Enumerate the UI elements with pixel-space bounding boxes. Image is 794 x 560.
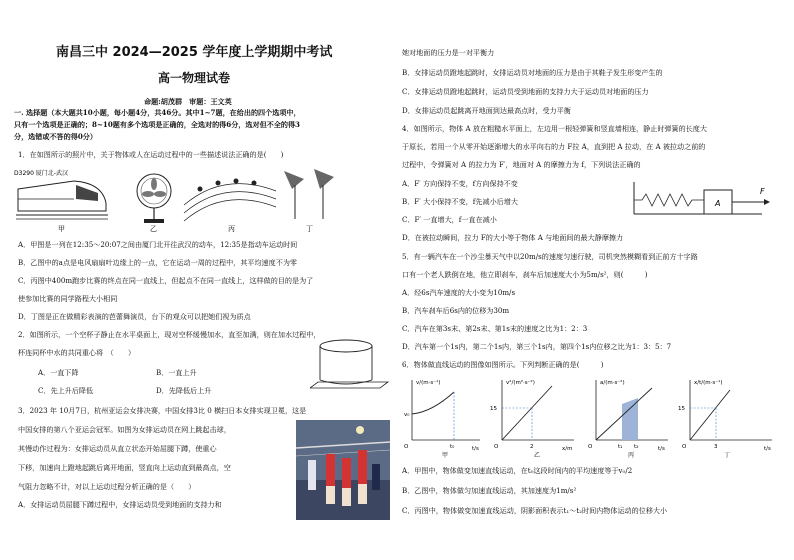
graph-yi-ylabel: v²/(m²·s⁻²) <box>506 380 535 386</box>
graph-bing-t2: t₂ <box>634 444 639 450</box>
q4-line-2: 于原长，若用一个从零开始逐渐增大的水平向右的力 F拉 A，直到把 A 拉动，在 A 被拉动之前的 <box>402 142 706 151</box>
train-label: D3290 厦门北-武汉 <box>14 170 68 177</box>
q4-line-3: 过程中，令弹簧对 A 的拉力为 F′，地面对 A 的摩擦力为 f，下列说法正确的 <box>402 160 641 169</box>
graph-yi-xlabel: x/m <box>562 446 573 452</box>
section-heading-3: 分，选错或不答的得0分） <box>14 132 97 141</box>
graph-ding-3: 3 <box>714 444 718 450</box>
q1-option-d: D．丁图是正在做精彩表演的芭蕾舞演员，台下的观众可以把她们视为质点 <box>18 312 251 321</box>
exam-subtitle: 高一物理试卷 <box>158 71 231 85</box>
q6-option-a: A．甲图中，物体做变加速直线运动，在t₀这段时间内的平均速度等于v₀/2 <box>402 466 633 475</box>
graph-yi-15: 15 <box>490 406 497 412</box>
svg-text:O: O <box>682 444 687 450</box>
q3-line-4: 下移，加速向上蹬地起跳后离开地面，竖直向上运动直到最高点，空 <box>18 463 231 472</box>
graph-bing <box>588 379 668 458</box>
q1-option-c-cont: 使参加比赛的同学路程大小相同 <box>18 294 118 303</box>
q4-option-c: C．F′ 一直增大，f一直在减小 <box>402 215 497 224</box>
q5-option-a: A．经6s汽车速度的大小变为10m/s <box>402 288 516 297</box>
q3-line-3: 其慢动作过程为：女排运动员从直立状态开始屈腿下蹲，使重心 <box>18 444 217 453</box>
q2-option-d: D．先降低后上升 <box>156 386 212 395</box>
q1-stem: 1．在如图所示的照片中，关于物体或人在运动过程中的一些描述说法正确的是( ) <box>18 150 284 159</box>
q4-option-d: D．在被拉动瞬间，拉力 F的大小等于物体 A 与地面间的最大静摩擦力 <box>402 233 624 242</box>
svg-text:O: O <box>404 444 409 450</box>
q1-option-a: A．甲图是一列在12:35～20:07之间由厦门北开往武汉的动车，12:35是指动车运动时间 <box>18 240 298 249</box>
q2-option-c: C．先上升后降低 <box>38 386 94 395</box>
authors: 命题:胡茂群 审题：王文英 <box>144 97 232 106</box>
q5-option-d: D．汽车第一个1s内，第二个1s内，第三个1s内，第四个1s内位移之比为1：3：5：7 <box>402 342 672 351</box>
q3-line-5: 气阻力忽略不计，对以上运动过程分析正确的是（ ） <box>18 482 196 491</box>
ballet-image <box>284 169 334 219</box>
q1-option-b: B．乙图中的a点是电风扇扇叶边缘上的一点，它在运动一周的过程中，其平均速度不为零 <box>18 258 298 267</box>
q1-figures <box>14 163 392 233</box>
q4-option-a: A．F′ 方向保持不变，f方向保持不变 <box>402 179 518 188</box>
section-heading: 一. 选择题（本大题共10小题，每小题4分，共46分。其中1~7题，在给出的四个选项中， <box>14 108 301 117</box>
fig-label-ding: 丁 <box>306 225 313 233</box>
block-label: A <box>715 199 721 208</box>
graph-jia-ylabel: v/(m·s⁻¹) <box>416 380 441 386</box>
graph-jia-xlabel: t/s <box>472 446 479 452</box>
fig-label-yi: 乙 <box>150 225 157 233</box>
graph-bing-ylabel: a/(m·s⁻²) <box>600 380 625 386</box>
q6-stem: 6．物体做直线运动的图像如图所示。下列判断正确的是( ) <box>402 360 604 369</box>
q3-option-c: C．女排运动员蹬地起跳时，运动员受到地面的支持力大于运动员对地面的压力 <box>402 87 649 96</box>
q3-line-1: 3．2023 年 10月7日，杭州亚运会女排决赛，中国女排3比 0 横扫日本女排实现卫冕，这是 <box>18 406 307 415</box>
graph-jia-caption: 甲 <box>442 452 449 458</box>
graph-yi-caption: 乙 <box>534 452 541 458</box>
graph-yi <box>490 379 574 458</box>
fig-label-jia: 甲 <box>58 225 65 233</box>
q5-option-c: C．汽车在第3s末、第2s末、第1s末的速度之比为1：2：3 <box>402 324 588 333</box>
graph-ding-15: 15 <box>678 406 685 412</box>
q4-option-b: B．F′ 大小保持不变，f先减小后增大 <box>402 197 518 206</box>
cup-figure <box>310 336 390 392</box>
fan-image <box>137 174 171 223</box>
q2-stem-2: 杯连同杯中水的共同重心将 （ ） <box>18 348 136 357</box>
train-image <box>14 169 108 219</box>
q3-option-b: B．女排运动员蹬地起跳时，女排运动员对地面的压力是由于其鞋子发生形变产生的 <box>402 68 663 77</box>
track-image <box>184 179 276 222</box>
q4-line-1: 4．如图所示，物体 A 放在粗糙水平面上，左边用一根轻弹簧和竖直墙相连，静止时弹簧的长度大 <box>402 124 707 133</box>
q6-graphs <box>402 374 784 458</box>
q5-line-1: 5．有一辆汽车在一个沙尘暴天气中以20m/s的速度匀速行驶，司机突然模糊看到正前方十字路 <box>402 252 698 261</box>
q2-option-a: A．一直下降 <box>38 368 79 377</box>
section-heading-2: 只有一个选项是正确的；8~10题有多个选项是正确的，全选对的得6分，选对但不全的得3 <box>14 120 300 129</box>
q5-line-2: 口有一个老人跌倒在地，他立即刹车，刹车后加速度大小为5m/s²，则( ) <box>402 270 648 279</box>
q3-line-2: 中国女排的第八个亚运会冠军。如图为女排运动员在网上跳起击球， <box>18 425 231 434</box>
q3-option-d: D．女排运动员起跳离开地面到达最高点时，受力平衡 <box>402 106 571 115</box>
volleyball-photo <box>296 420 390 520</box>
graph-bing-xlabel: t/s <box>658 446 665 452</box>
graph-bing-caption: 丙 <box>628 452 635 458</box>
q2-option-b: B．一直上升 <box>156 368 197 377</box>
q5-option-b: B．汽车刹车后6s内的位移为30m <box>402 306 510 315</box>
svg-text:O: O <box>588 444 593 450</box>
force-label: F <box>760 187 765 196</box>
graph-ding-xlabel: t/s <box>764 446 771 452</box>
q2-stem: 2．如图所示，一个空杯子静止在水平桌面上，现对空杯缓慢加水，直至加满，则在加水过程中， <box>18 330 321 339</box>
graph-jia <box>404 379 480 458</box>
exam-title: 南昌三中 2024—2025 学年度上学期期中考试 <box>56 45 333 60</box>
graph-jia-v0: v₀ <box>404 412 410 418</box>
q3-option-a: A．女排运动员屈腿下蹲过程中，女排运动员受到地面的支持力和 <box>18 500 222 509</box>
graph-yi-2: 2 <box>530 444 534 450</box>
graph-bing-t1: t₁ <box>618 444 623 450</box>
q6-option-c: C．丙图中，物体做变加速直线运动，阴影面积表示t₁～t₂时间内物体运动的位移大小 <box>402 506 668 515</box>
graph-ding-ylabel: x/t/(m·s⁻¹) <box>694 380 723 386</box>
fig-label-bing: 丙 <box>228 225 235 233</box>
q3-option-a-cont: 她对地面的压力是一对平衡力 <box>402 48 495 57</box>
graph-ding-caption: 丁 <box>724 452 731 458</box>
spring-figure <box>632 178 782 220</box>
svg-text:O: O <box>494 444 499 450</box>
q6-option-b: B．乙图中，物体做匀加速直线运动，其加速度为1m/s² <box>402 486 577 495</box>
q1-option-c: C．丙图中400m跑步比赛的终点在同一直线上，但起点不在同一直线上，这样做的目的是为了 <box>18 276 314 285</box>
graph-jia-t0: t₀ <box>450 444 455 450</box>
graph-ding <box>678 379 772 458</box>
